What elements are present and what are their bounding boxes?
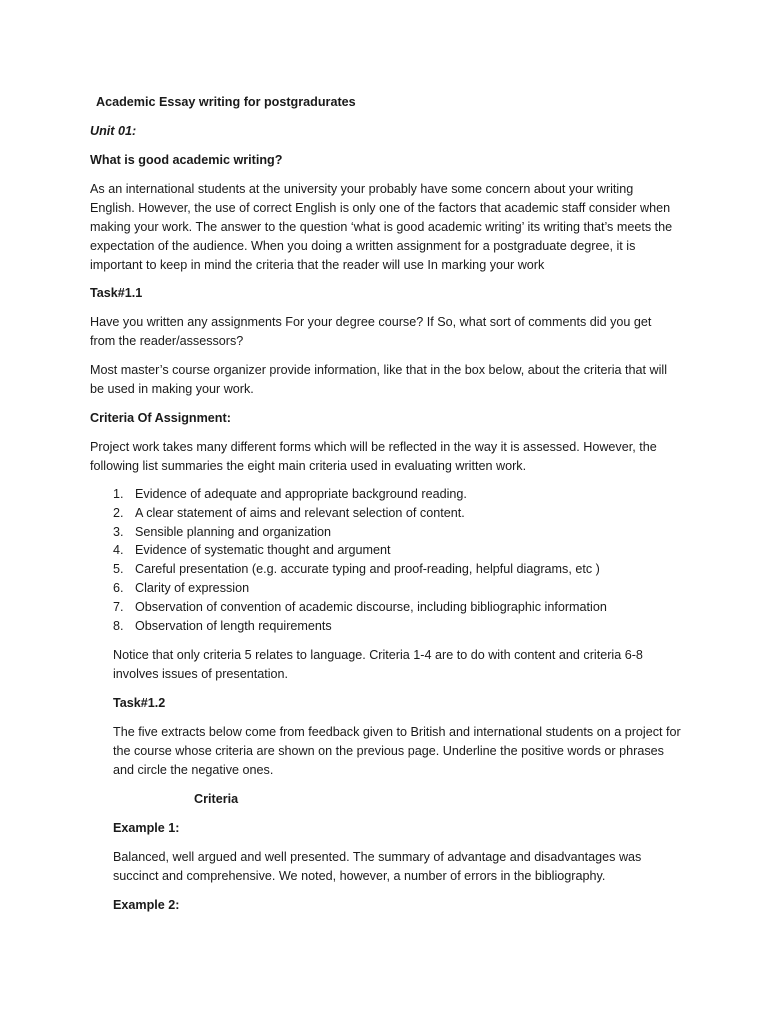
task-1-question: Have you written any assignments For your degree course? If So, what sort of comments did you get from the reader/assessors? (90, 315, 652, 348)
list-item (113, 541, 673, 560)
list-item-text: Sensible planning and organization (135, 524, 332, 539)
list-item (113, 560, 673, 579)
example-2-label: Example 2: (113, 898, 180, 912)
list-item (113, 485, 673, 504)
unit-label: Unit 01: (90, 124, 137, 138)
list-item-text: Observation of length requirements (135, 618, 332, 633)
list-item-text: Evidence of systematic thought and argument (135, 543, 391, 558)
list-item-text: A clear statement of aims and relevant selection of content. (135, 505, 465, 520)
list-item (113, 617, 673, 636)
list-item-text: Observation of convention of academic discourse, including bibliographic information (135, 599, 607, 614)
criteria-label: Criteria (194, 792, 239, 806)
list-item-text: Clarity of expression (135, 580, 250, 595)
list-number: 2. (113, 505, 124, 520)
list-number: 5. (113, 562, 124, 577)
list-item-text: Evidence of adequate and appropriate background reading. (135, 487, 467, 501)
list-item (113, 504, 673, 523)
list-item (113, 523, 673, 542)
intro-paragraph: As an international students at the university your probably have some concern about your writing English. However, the use of correct English is only one of the factors that academic staff consider when making your work. The answer to the question ‘what is good academic writing’ its writing that’s meets the expectation of the audience. When you doing a written assignment for a postgraduate degree, it is important to keep in mind the criteria that the reader will use In marking your work (90, 182, 673, 272)
list-number: 3. (113, 524, 124, 539)
criteria-notice: Notice that only criteria 5 relates to language. Criteria 1-4 are to do with content and criteria 6-8 involves issues of presentation. (113, 648, 643, 681)
list-item (113, 598, 673, 617)
criteria-list (113, 485, 673, 635)
list-item (113, 579, 673, 598)
list-item-text: Careful presentation (e.g. accurate typing and proof-reading, helpful diagrams, etc ) (135, 562, 600, 577)
list-number: 6. (113, 580, 124, 595)
list-number: 7. (113, 599, 124, 614)
example-1-text: Balanced, well argued and well presented. The summary of advantage and disadvantages was succinct and comprehensive. We noted, however, a number of errors in the bibliography. (113, 850, 642, 883)
task-2-text: The five extracts below come from feedback given to British and international students on a project for the course whose criteria are shown on the previous page. Underline the positive words or phrases and circle the negative ones. (113, 725, 681, 777)
list-number: 1. (113, 487, 124, 501)
task-1-note: Most master’s course organizer provide information, like that in the box below, about the criteria that will be used in making your work. (90, 363, 668, 396)
list-number: 4. (113, 543, 124, 558)
criteria-intro: Project work takes many different forms which will be reflected in the way it is assessed. However, the following list summaries the eight main criteria used in evaluating written work. (90, 440, 657, 473)
task-1-label: Task#1.1 (90, 286, 143, 300)
example-1-label: Example 1: (113, 821, 180, 835)
task-2-label: Task#1.2 (113, 696, 166, 710)
criteria-heading: Criteria Of Assignment: (90, 411, 231, 425)
list-number: 8. (113, 618, 124, 633)
section-heading: What is good academic writing? (90, 153, 283, 167)
document-title: Academic Essay writing for postgradurates (96, 95, 356, 109)
